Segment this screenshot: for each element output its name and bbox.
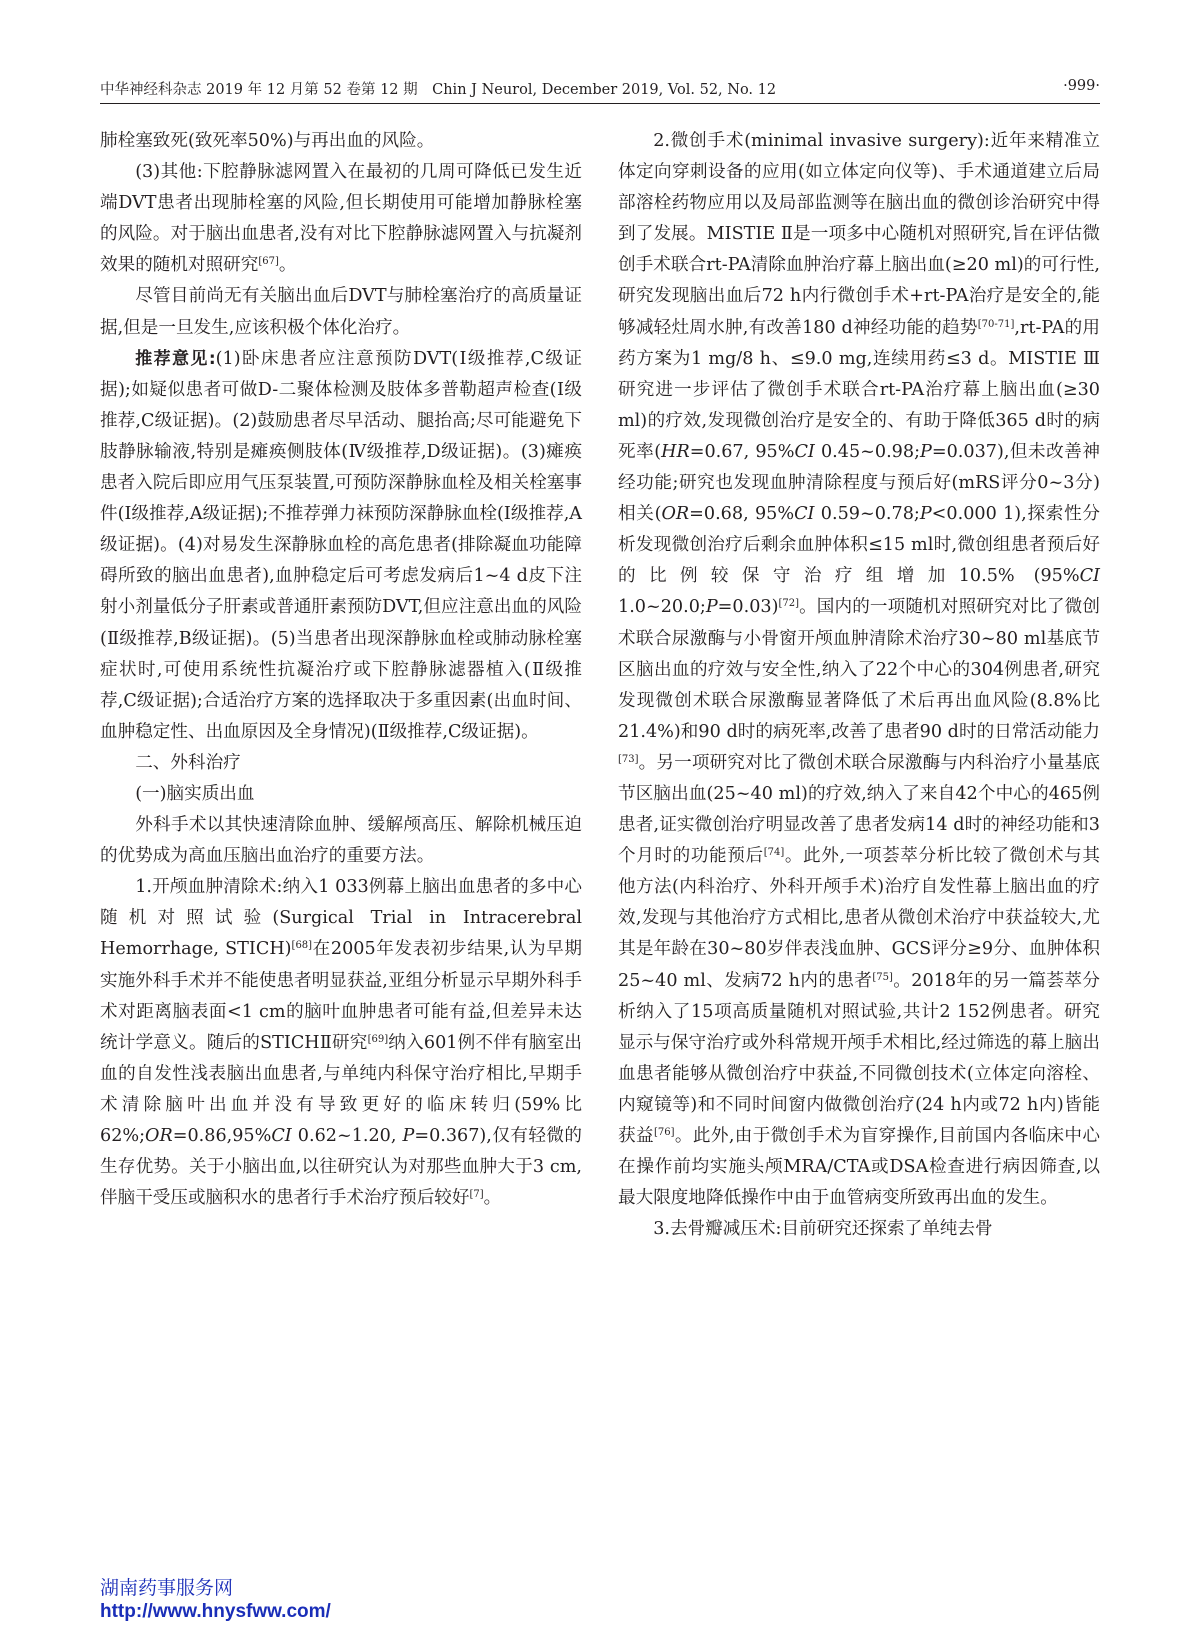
citation: [76]: [653, 1127, 675, 1138]
watermark-url[interactable]: http://www.hnysfww.com/: [100, 1601, 331, 1622]
paragraph: 1.开颅血肿清除术:纳入1 033例幕上脑出血患者的多中心随机对照试验(Surgical Trial in Intracerebral Hemorrhage, STICH)[68]在2005年发表初步结果,认为早期实施外科手术并不能使患者明显获益,亚组分析显示早期外科手术对距离脑表面<1 cm的脑叶血肿患者可能有益,但差异未达统计学意义。随后的STICHⅡ研究[69]纳入601例不伴有脑室出血的自发性浅表脑出血患者,与单纯内科保守治疗相比,早期手术清除脑叶出血并没有导致更好的临床转归(59%比62%;OR=0.86,95%CI 0.62~1.20, P=0.367),仅有轻微的生存优势。关于小脑出血,以往研究认为对那些血肿大于3 cm,伴脑干受压或脑积水的患者行手术治疗预后较好[7]。: [100, 877, 583, 1209]
recommendation: 推荐意见:(1)卧床患者应注意预防DVT(Ⅰ级推荐,C级证据);如疑似患者可做D-二聚体检测及肢体多普勒超声检查(Ⅰ级推荐,C级证据)。(2)鼓励患者尽早活动、腿抬高;尽可能避免下肢静脉输液,特别是瘫痪侧肢体(Ⅳ级推荐,D级证据)。(3)瘫痪患者入院后即应用气压泵装置,可预防深静脉血栓及相关栓塞事件(Ⅰ级推荐,A级证据);不推荐弹力袜预防深静脉血栓(Ⅰ级推荐,A级证据)。(4)对易发生深静脉血栓的高危患者(排除凝血功能障碍所致的脑出血患者),血肿稳定后可考虑发病后1~4 d皮下注射小剂量低分子肝素或普通肝素预防DVT,但应注意出血的风险(Ⅱ级推荐,B级证据)。(5)当患者出现深静脉血栓或肺动脉栓塞症状时,可使用系统性抗凝治疗或下腔静脉滤器植入(Ⅱ级推荐,C级证据);合适治疗方案的选择取决于多重因素(出血时间、血肿稳定性、出血原因及全身情况)(Ⅱ级推荐,C级证据)。: [100, 348, 582, 742]
paragraph: 尽管目前尚无有关脑出血后DVT与肺栓塞治疗的高质量证据,但是一旦发生,应该积极个体化治疗。: [100, 286, 582, 338]
citation: [67]: [258, 256, 279, 268]
citation: [72]: [778, 598, 799, 610]
paragraph: 肺栓塞致死(致死率50%)与再出血的风险。: [100, 131, 435, 151]
journal-citation: 中华神经科杂志 2019 年 12 月第 52 卷第 12 期 Chin J Neurol, December 2019, Vol. 52, No. 12: [100, 82, 777, 98]
citation: [70-71]: [977, 318, 1015, 330]
citation: [7]: [469, 1189, 484, 1201]
paragraph: 外科手术以其快速清除血肿、缓解颅高压、解除机械压迫的优势成为高血压脑出血治疗的重要方法。: [100, 815, 582, 867]
citation: [74]: [763, 847, 785, 859]
recommendation-label: 推荐意见:: [135, 348, 216, 369]
paragraph: (3)其他:下腔静脉滤网置入在最初的几周可降低已发生近端DVT患者出现肺栓塞的风险,但长期使用可能增加静脉栓塞的风险。对于脑出血患者,没有对比下腔静脉滤网置入与抗凝剂效果的随机对照研究[67]。: [100, 162, 582, 276]
subsection-heading: (一)脑实质出血: [135, 783, 255, 804]
citation: [75]: [872, 971, 893, 983]
right-column: [618, 126, 1100, 1245]
citation: [73]: [618, 753, 639, 765]
page-number: ·999·: [1063, 78, 1100, 94]
citation: [68]: [291, 940, 313, 952]
section-heading: 二、外科治疗: [135, 752, 241, 773]
watermark: [100, 1576, 331, 1624]
paragraph: 3.去骨瓣减压术:目前研究还探索了单纯去骨: [653, 1219, 993, 1240]
left-column: [100, 126, 582, 1214]
running-header: [100, 78, 1100, 100]
paragraph: 2.微创手术(minimal invasive surgery):近年来精准立体定向穿刺设备的应用(如立体定向仪等)、手术通道建立后局部溶栓药物应用以及局部监测等在脑出血的微创诊治研究中得到了发展。MISTIE Ⅱ是一项多中心随机对照研究,旨在评估微创手术联合rt-PA清除血肿治疗幕上脑出血(≥20 ml)的可行性,研究发现脑出血后72 h内行微创手术+rt-PA治疗是安全的,能够减轻灶周水肿,有改善180 d神经功能的趋势[70-71],rt-PA的用药方案为1 mg/8 h、≤9.0 mg,连续用药≤3 d。MISTIE Ⅲ研究进一步评估了微创手术联合rt-PA治疗幕上脑出血(≥30 ml)的疗效,发现微创治疗是安全的、有助于降低365 d时的病死率(HR=0.67, 95%CI 0.45~0.98;P=0.037),但未改善神经功能;研究也发现血肿清除程度与预后好(mRS评分0~3分)相关(OR=0.68, 95%CI 0.59~0.78;P<0.000 1),探索性分析发现微创治疗后剩余血肿体积≤15 ml时,微创组患者预后好的比例较保守治疗组增加10.5% (95%CI 1.0~20.0;P=0.03)[72]。国内的一项随机对照研究对比了微创术联合尿激酶与小骨窗开颅血肿清除术治疗30~80 ml基底节区脑出血的疗效与安全性,纳入了22个中心的304例患者,研究发现微创术联合尿激酶显著降低了术后再出血风险(8.8%比21.4%)和90 d时的病死率,改善了患者90 d时的日常活动能力[73]。另一项研究对比了微创术联合尿激酶与内科治疗小量基底节区脑出血(25~40 ml)的疗效,纳入了来自42个中心的465例患者,证实微创治疗明显改善了患者发病14 d时的神经功能和3个月时的功能预后[74]。此外,一项荟萃分析比较了微创术与其他方法(内科治疗、外科开颅手术)治疗自发性幕上脑出血的疗效,发现与其他治疗方式相比,患者从微创术治疗中获益较大,尤其是年龄在30~80岁伴表浅血肿、GCS评分≥9分、血肿体积25~40 ml、发病72 h内的患者[75]。2018年的另一篇荟萃分析纳入了15项高质量随机对照试验,共计2 152例患者。研究显示与保守治疗或外科常规开颅手术相比,经过筛选的幕上脑出血患者能够从微创治疗中获益,不同微创技术(立体定向溶栓、内窥镜等)和不同时间窗内做微创治疗(24 h内或72 h内)皆能获益[76]。此外,由于微创手术为盲穿操作,目前国内各临床中心在操作前均实施头颅MRA/CTA或DSA检查进行病因筛查,以最大限度地降低操作中由于血管病变所致再出血的发生。: [618, 131, 1101, 1209]
header-rule: [100, 103, 1100, 104]
citation: [69]: [367, 1033, 389, 1045]
watermark-name: 湖南药事服务网: [100, 1577, 234, 1599]
